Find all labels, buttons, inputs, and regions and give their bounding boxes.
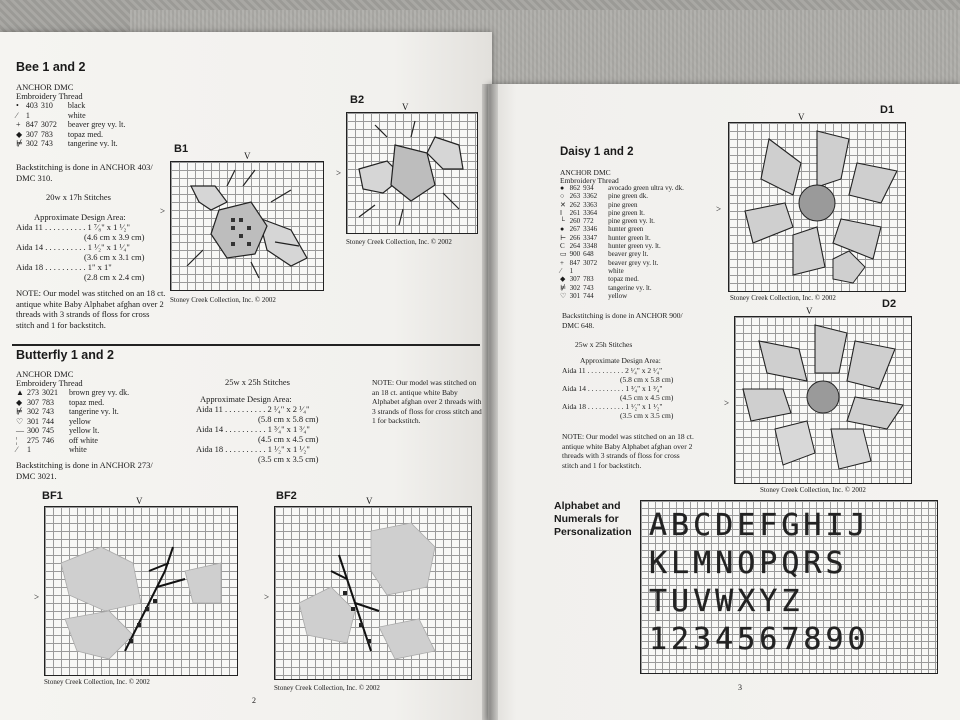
chart-bf2-butterfly (274, 506, 472, 680)
daisy-thread-anchor: 263 (569, 192, 581, 201)
daisy-thread-anchor: 260 (569, 217, 581, 226)
daisy-thread-dmc: 3362 (583, 192, 598, 201)
bee-thread-name: topaz med. (67, 129, 103, 139)
chart-b2-bee (346, 112, 478, 234)
daisy-thread-row (560, 225, 687, 233)
daisy-backstitch-note: Backstitching is done in ANCHOR 900/ DMC 648. (562, 311, 683, 330)
book-gutter (482, 84, 498, 720)
daisy-thread-row (560, 242, 687, 250)
daisy-title: Daisy 1 and 2 (560, 146, 634, 158)
center-marker-arrow-b2: > (336, 168, 342, 178)
daisy-thread-dmc: 934 (583, 184, 594, 192)
butterfly-thread-dmc: 744 (42, 416, 54, 426)
daisy-thread-anchor: 266 (569, 233, 581, 242)
butterfly-thread-sym: ◆ (16, 397, 23, 407)
bee-backstitch-note: Backstitching is done in ANCHOR 403/ DMC 310. (16, 162, 153, 183)
daisy-cm-size: (3.5 cm x 3.5 cm) (620, 411, 674, 420)
bee-thread-anchor: 307 (25, 129, 38, 139)
center-marker-arrow-d2: > (724, 398, 730, 408)
bee-stitch-count: 20w x 17h Stitches (46, 192, 111, 202)
chart-b1-bee (170, 161, 324, 291)
butterfly-thread-dmc: 743 (42, 407, 54, 416)
bee-size-2 (16, 262, 112, 272)
center-marker-v-b2: V (402, 102, 409, 112)
alphabet-row-3: TUVWXYZ (649, 584, 804, 619)
daisy-thread-row (560, 217, 687, 225)
daisy-thread-row (560, 201, 687, 209)
butterfly-thread-name: off white (69, 435, 98, 445)
bee-size-0 (16, 222, 130, 232)
butterfly-size-2 (196, 444, 310, 454)
credit-b2: Stoney Creek Collection, Inc. © 2002 (346, 238, 452, 246)
butterfly-cm-size: (4.5 cm x 4.5 cm) (258, 434, 319, 444)
bee-motif-b2 (347, 113, 477, 233)
butterfly-thread-header: Embroidery Thread (16, 378, 83, 388)
daisy-thread-row (560, 250, 687, 258)
chart-bf1-butterfly (44, 506, 238, 676)
chart-label-d1: D1 (880, 104, 895, 116)
butterfly-thread-sym: ⁄ (16, 445, 18, 454)
bee-thread-anchor: 403 (25, 101, 38, 110)
butterfly-thread-anchor: 300 (27, 426, 39, 435)
bee-cm-size: (2.8 cm x 2.4 cm) (84, 272, 145, 282)
bee-thread-name: black (67, 101, 86, 110)
daisy-thread-dmc: 783 (583, 275, 594, 284)
daisy-thread-dmc: 3346 (583, 225, 598, 234)
daisy-note: NOTE: Our model was stitched on an 18 ct. antique white Baby Alphabet afghan over 2 threads with 3 strands of floss for cross stitch and 1 for backstitch. (562, 432, 694, 470)
daisy-fabric: Aida 11 . . . . . . . . . . (562, 366, 626, 375)
bee-thread-sym: ◆ (16, 129, 23, 139)
butterfly-thread-row (16, 398, 132, 408)
bee-motif-b1 (171, 162, 323, 290)
butterfly-size-1 (196, 424, 310, 434)
daisy-stitch-count: 25w x 25h Stitches (575, 340, 633, 349)
daisy-thread-sym: ○ (560, 192, 565, 201)
butterfly-fabric: Aida 11 . . . . . . . . . . (196, 404, 268, 414)
center-marker-v-d2: V (806, 306, 813, 316)
butterfly-thread-dmc: 3021 (42, 388, 58, 397)
butterfly-thread-row (16, 417, 132, 427)
butterfly-cm-size: (3.5 cm x 3.5 cm) (258, 454, 319, 464)
butterfly-inch-size: 2 ¹⁄₄" x 2 ¹⁄₄" (267, 404, 310, 414)
butterfly-thread-anchor: 301 (27, 416, 39, 426)
daisy-thread-header: Embroidery Thread (560, 176, 619, 185)
daisy-fabric: Aida 14 . . . . . . . . . . (562, 384, 626, 393)
daisy-cm-size: (4.5 cm x 4.5 cm) (620, 393, 674, 402)
daisy-thread-row (560, 275, 687, 283)
bee-thread-sym: + (16, 120, 21, 129)
bee-inch-size: 1 ⁷⁄₈" x 1 ¹⁄₂" (87, 222, 130, 232)
butterfly-thread-name: yellow lt. (69, 426, 100, 435)
bee-thread-sym: ⊭ (16, 139, 23, 148)
butterfly-thread-row (16, 445, 132, 455)
daisy-thread-anchor: 261 (569, 208, 581, 217)
bee-inch-size: 1 ¹⁄₂" x 1 ¹⁄₄" (87, 242, 130, 252)
center-marker-v-bf1: V (136, 496, 143, 506)
butterfly-motif-bf2 (275, 507, 471, 679)
butterfly-note: NOTE: Our model was stitched on an 18 ct. antique white Baby Alphabet afghan over 2 threads with 3 strands of floss for cross stitch and 1 for backstitch. (372, 378, 482, 425)
daisy-thread-row (560, 234, 687, 242)
butterfly-size-0 (196, 404, 310, 414)
alphabet-title-3: Personalization (554, 526, 632, 538)
bee-area-title: Approximate Design Area: (34, 212, 126, 222)
bee-thread-row (16, 139, 128, 149)
butterfly-thread-row (16, 388, 132, 398)
daisy-thread-anchor: 301 (569, 291, 581, 300)
bee-thread-anchor: 302 (25, 139, 38, 148)
butterfly-cm-size: (5.8 cm x 5.8 cm) (258, 414, 319, 424)
butterfly-title: Butterfly 1 and 2 (16, 348, 114, 362)
daisy-thread-name: beaver grey vy. lt. (608, 258, 659, 267)
daisy-thread-name: pine green dk. (608, 192, 648, 201)
daisy-thread-sym: ⊢ (560, 233, 567, 242)
daisy-thread-name: topaz med. (608, 275, 639, 284)
daisy-thread-dmc: 3363 (583, 200, 598, 209)
butterfly-thread-sym: ▲ (16, 388, 24, 397)
butterfly-thread-name: brown grey vy. dk. (69, 388, 130, 397)
butterfly-thread-sym: ⊭ (16, 407, 23, 416)
daisy-thread-name: beaver grey lt. (608, 250, 649, 259)
bee-thread-row (16, 120, 128, 130)
bee-thread-name: white (67, 110, 86, 120)
chart-label-b2: B2 (350, 94, 365, 106)
butterfly-thread-dmc: 745 (42, 426, 54, 435)
butterfly-thread-name: tangerine vy. lt. (69, 407, 119, 416)
butterfly-thread-name: yellow (69, 416, 91, 426)
butterfly-thread-anchor: 275 (27, 435, 39, 445)
chart-label-bf2: BF2 (276, 490, 297, 502)
bee-thread-dmc (41, 111, 60, 121)
daisy-thread-sym: ⊭ (560, 283, 567, 292)
daisy-thread-dmc: 744 (583, 291, 594, 300)
daisy-thread-dmc: 3347 (583, 233, 598, 242)
daisy-inch-size: 1 ³⁄₄" x 1 ³⁄₄" (625, 384, 663, 393)
butterfly-stitch-count: 25w x 25h Stitches (225, 377, 290, 387)
center-marker-v: V (244, 151, 251, 161)
daisy-thread-name: hunter green (608, 225, 644, 234)
bee-thread-header: Embroidery Thread (16, 91, 83, 101)
bee-size-1 (16, 242, 130, 252)
daisy-thread-sym: ‖ (560, 208, 562, 217)
daisy-thread-anchor: 900 (569, 250, 581, 259)
bee-cm-size: (3.6 cm x 3.1 cm) (84, 252, 145, 262)
bee-thread-row (16, 130, 128, 140)
daisy-inch-size: 1 ¹⁄₂" x 1 ¹⁄₂" (625, 402, 663, 411)
butterfly-inch-size: 1 ³⁄₄" x 1 ³⁄₄" (267, 424, 310, 434)
daisy-thread-row (560, 192, 687, 200)
center-marker-v-d1: V (798, 112, 805, 122)
daisy-cm-size: (5.8 cm x 5.8 cm) (620, 375, 674, 384)
daisy-thread-name: hunter green lt. (608, 233, 651, 242)
bee-anchor-header: ANCHOR DMC (16, 82, 74, 92)
bee-inch-size: 1" x 1" (87, 262, 112, 272)
butterfly-thread-anchor: 273 (27, 388, 39, 397)
daisy-thread-dmc: 648 (583, 250, 594, 259)
chart-d1-daisy (728, 122, 906, 292)
butterfly-thread-sym: ¦ (16, 435, 18, 445)
chart-label-d2: D2 (882, 298, 897, 310)
numeral-row: 1234567890 (649, 622, 870, 657)
bee-thread-dmc: 743 (40, 139, 53, 148)
daisy-thread-row (560, 259, 687, 267)
daisy-thread-row (560, 267, 687, 275)
butterfly-backstitch-note: Backstitching is done in ANCHOR 273/ DMC 3021. (16, 460, 153, 481)
butterfly-thread-name: white (69, 445, 87, 454)
bee-thread-dmc: 310 (40, 101, 53, 110)
butterfly-thread-dmc: 783 (42, 397, 54, 407)
daisy-thread-name: pine green (608, 200, 638, 209)
bee-title: Bee 1 and 2 (16, 60, 86, 74)
daisy-motif-d2 (735, 317, 911, 483)
bee-thread-sym: • (16, 101, 19, 110)
credit-b1: Stoney Creek Collection, Inc. © 2002 (170, 296, 276, 304)
daisy-thread-dmc: 743 (583, 283, 594, 292)
bee-thread-anchor: 847 (25, 120, 38, 129)
bee-thread-row (16, 101, 128, 111)
daisy-thread-name: pine green lt. (608, 208, 645, 217)
daisy-thread-dmc: 3072 (583, 258, 598, 267)
center-marker-v-bf2: V (366, 496, 373, 506)
daisy-thread-anchor: 847 (569, 258, 581, 267)
butterfly-thread-row (16, 436, 132, 446)
bee-thread-dmc: 783 (40, 129, 53, 139)
butterfly-area-title: Approximate Design Area: (200, 394, 292, 404)
chart-alphabet (640, 500, 938, 674)
daisy-thread-sym: ♡ (560, 291, 567, 300)
butterfly-thread-row (16, 407, 132, 417)
chart-label-bf1: BF1 (42, 490, 63, 502)
daisy-thread-row (560, 284, 687, 292)
daisy-thread-dmc: 3364 (583, 208, 598, 217)
butterfly-anchor-header: ANCHOR DMC (16, 369, 74, 379)
butterfly-thread-anchor: 307 (27, 397, 39, 407)
butterfly-thread-anchor: 1 (27, 445, 31, 454)
bee-thread-legend (16, 101, 128, 149)
daisy-thread-anchor: 262 (569, 200, 581, 209)
daisy-thread-name: hunter green vy. lt. (608, 242, 661, 251)
page-number-right: 3 (738, 683, 742, 692)
center-marker-arrow: > (160, 206, 166, 216)
daisy-thread-row (560, 184, 687, 192)
bee-fabric: Aida 18 . . . . . . . . . . (16, 262, 88, 272)
butterfly-fabric: Aida 14 . . . . . . . . . . (196, 424, 268, 434)
page-number-left: 2 (252, 696, 256, 705)
credit-bf1: Stoney Creek Collection, Inc. © 2002 (44, 678, 150, 686)
butterfly-thread-legend (16, 388, 132, 455)
credit-d2: Stoney Creek Collection, Inc. © 2002 (760, 486, 866, 494)
alphabet-row-2: KLMNOPQRS (649, 546, 848, 581)
butterfly-thread-sym: — (16, 426, 24, 435)
bee-thread-dmc: 3072 (40, 120, 57, 129)
daisy-thread-sym: └ (560, 217, 565, 226)
bee-thread-sym: ⁄ (16, 110, 18, 120)
daisy-thread-legend (560, 184, 687, 300)
bee-thread-name: beaver grey vy. lt. (67, 120, 126, 129)
daisy-thread-anchor: 302 (569, 283, 581, 292)
bee-thread-name: tangerine vy. lt. (67, 139, 118, 148)
daisy-thread-row (560, 292, 687, 300)
butterfly-motif-bf1 (45, 507, 237, 675)
center-marker-arrow-d1: > (716, 204, 722, 214)
daisy-thread-sym: C (560, 242, 565, 251)
daisy-thread-sym: ⁄ (560, 266, 562, 275)
daisy-thread-anchor: 862 (569, 184, 581, 192)
daisy-anchor-header: ANCHOR DMC (560, 168, 611, 177)
center-marker-arrow-bf1: > (34, 592, 40, 602)
butterfly-thread-dmc: 746 (42, 435, 54, 445)
bee-cm-size: (4.6 cm x 3.9 cm) (84, 232, 145, 242)
daisy-thread-dmc (583, 267, 600, 275)
butterfly-thread-name: topaz med. (69, 397, 105, 407)
butterfly-inch-size: 1 ¹⁄₂" x 1 ¹⁄₂" (267, 444, 310, 454)
daisy-thread-sym: ▭ (560, 250, 567, 259)
bee-thread-anchor: 1 (25, 110, 30, 120)
daisy-thread-anchor: 267 (569, 225, 581, 234)
butterfly-thread-sym: ♡ (16, 416, 24, 426)
daisy-area-title: Approximate Design Area: (580, 356, 661, 365)
daisy-thread-sym: ● (560, 184, 565, 192)
butterfly-fabric: Aida 18 . . . . . . . . . . (196, 444, 268, 454)
alphabet-title-2: Numerals for (554, 513, 619, 525)
bee-fabric: Aida 14 . . . . . . . . . . (16, 242, 88, 252)
daisy-thread-sym: ● (560, 225, 565, 234)
daisy-inch-size: 2 ¹⁄₄" x 2 ¹⁄₄" (625, 366, 663, 375)
center-marker-arrow-bf2: > (264, 592, 270, 602)
credit-bf2: Stoney Creek Collection, Inc. © 2002 (274, 684, 380, 692)
section-divider (12, 344, 480, 346)
daisy-thread-name: pine green vy. lt. (608, 217, 655, 226)
daisy-thread-anchor: 1 (569, 266, 574, 275)
bee-fabric: Aida 11 . . . . . . . . . . (16, 222, 88, 232)
daisy-thread-name: tangerine vy. lt. (608, 283, 652, 292)
daisy-fabric: Aida 18 . . . . . . . . . . (562, 402, 626, 411)
alphabet-row-1: ABCDEFGHIJ (649, 508, 870, 543)
daisy-thread-anchor: 307 (569, 275, 581, 284)
daisy-motif-d1 (729, 123, 905, 291)
butterfly-thread-anchor: 302 (27, 407, 39, 416)
daisy-thread-dmc: 3348 (583, 242, 598, 251)
daisy-thread-name: white (608, 266, 624, 275)
daisy-thread-sym: ✕ (560, 200, 566, 209)
alphabet-title-1: Alphabet and (554, 500, 621, 512)
butterfly-thread-dmc (42, 445, 61, 455)
daisy-thread-name: yellow (608, 291, 628, 300)
daisy-thread-dmc: 772 (583, 217, 594, 226)
daisy-thread-sym: + (560, 258, 564, 267)
butterfly-thread-row (16, 426, 132, 436)
daisy-thread-anchor: 264 (569, 242, 581, 251)
credit-d1: Stoney Creek Collection, Inc. © 2002 (730, 294, 836, 302)
daisy-thread-sym: ◆ (560, 275, 566, 284)
daisy-thread-row (560, 209, 687, 217)
chart-label-b1: B1 (174, 143, 189, 155)
daisy-thread-name: avocado green ultra vy. dk. (608, 184, 684, 192)
chart-d2-daisy (734, 316, 912, 484)
bee-note: NOTE: Our model was stitched on an 18 ct. antique white Baby Alphabet afghan over 2 threads with 3 strands of floss for cross stitch and 1 for backstitch. (16, 288, 166, 330)
bee-thread-row (16, 111, 128, 121)
